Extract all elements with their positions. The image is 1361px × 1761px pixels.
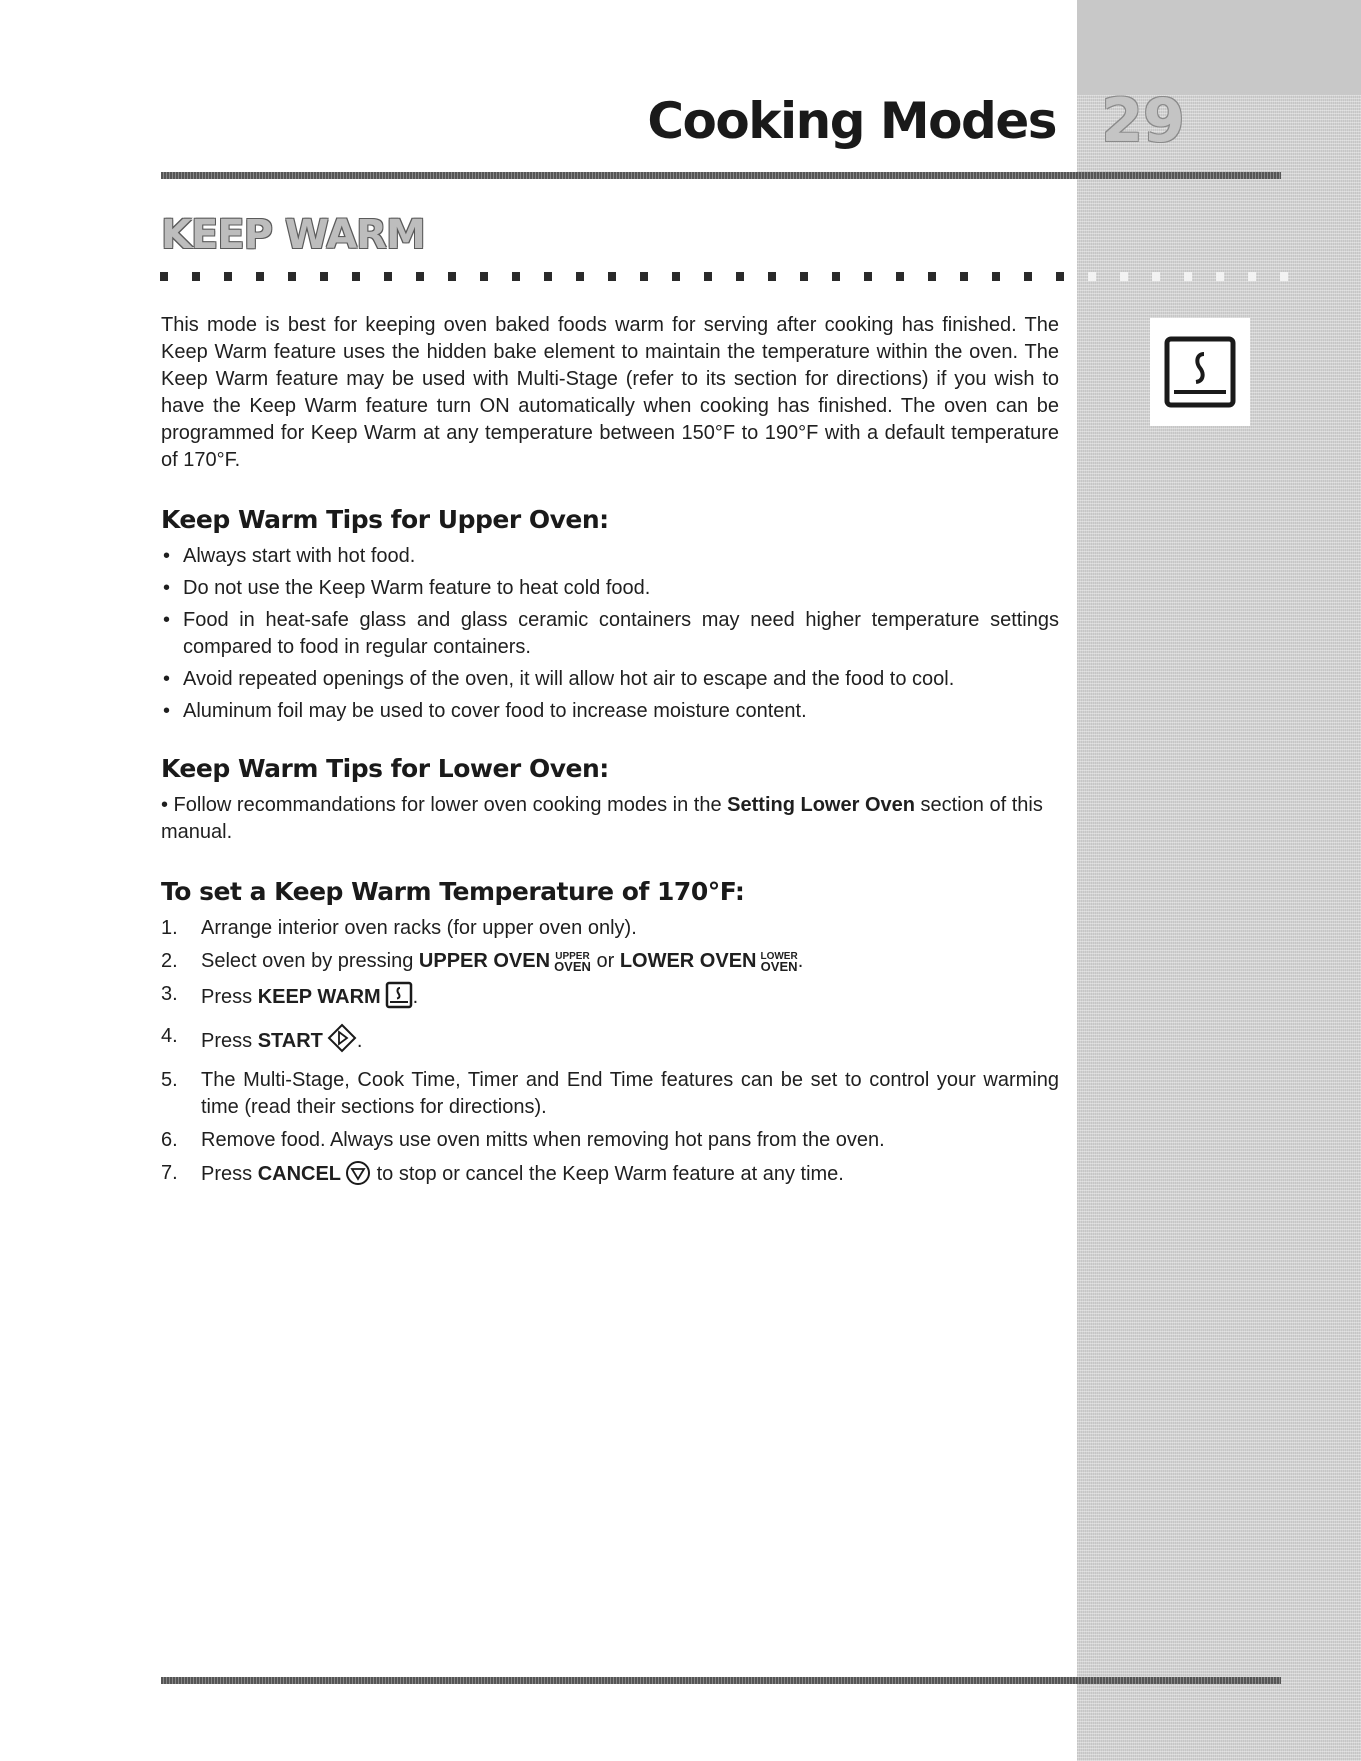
step-number: 3. xyxy=(161,983,178,1005)
bullet: • xyxy=(163,609,171,631)
step-text: The Multi-Stage, Cook Time, Timer and End Time features can be set to control your warming time (read their sections for directions). xyxy=(201,1069,1059,1118)
cancel-key-label: CANCEL xyxy=(257,1163,342,1185)
lower-oven-tip xyxy=(161,792,1059,846)
page-title: Cooking Modes xyxy=(647,92,1056,150)
tip-text: • Follow recommandations for lower oven cooking modes in the xyxy=(161,794,728,816)
steps-list xyxy=(161,915,1059,1194)
tip-text: Aluminum foil may be used to cover food to increase moisture content. xyxy=(183,700,807,722)
keep-warm-icon-panel xyxy=(1150,318,1250,426)
upper-oven-key-label: UPPER OVEN xyxy=(418,950,551,972)
step-text: Select oven by pressing xyxy=(201,950,419,972)
step-number: 5. xyxy=(161,1069,178,1091)
main-content xyxy=(161,312,1059,1200)
step-7: 7. Press CANCEL to stop or cancel the Keep Warm feature at any time. xyxy=(161,1160,1059,1194)
tip-text: Food in heat-safe glass and glass ceramic containers may need higher temperature settings compared to food in regular containers. xyxy=(183,609,1059,658)
keep-warm-key-label: KEEP WARM xyxy=(257,986,381,1008)
lower-oven-key-label: LOWER OVEN xyxy=(619,950,757,972)
sidebar-top-strip xyxy=(1077,0,1361,95)
step-6 xyxy=(161,1127,1059,1154)
section-reference: Setting Lower Oven xyxy=(727,794,915,816)
step-5 xyxy=(161,1067,1059,1121)
step-3: 3. Press KEEP WARM . xyxy=(161,981,1059,1017)
header-rule xyxy=(161,172,1281,179)
upper-oven-key-icon: UPPER OVEN xyxy=(554,951,591,974)
step-text: Press xyxy=(201,1030,258,1052)
step-text: Arrange interior oven racks (for upper oven only). xyxy=(201,917,637,939)
tip-text: Do not use the Keep Warm feature to heat cold food. xyxy=(183,577,651,599)
bullet: • xyxy=(163,668,171,690)
footer-rule xyxy=(161,1677,1281,1684)
lower-oven-tips-heading: Keep Warm Tips for Lower Oven: xyxy=(161,754,609,783)
cancel-icon xyxy=(345,1160,371,1194)
start-icon xyxy=(327,1023,357,1061)
step-number: 2. xyxy=(161,950,178,972)
step-4: 4. Press START . xyxy=(161,1023,1059,1061)
bullet: • xyxy=(163,700,171,722)
list-item xyxy=(161,666,1059,693)
page-number: 29 xyxy=(1101,86,1185,156)
step-text: Press xyxy=(201,986,258,1008)
keep-warm-icon xyxy=(385,981,413,1017)
step-number: 1. xyxy=(161,917,178,939)
step-text: or xyxy=(590,950,620,972)
step-text: Remove food. Always use oven mitts when removing hot pans from the oven. xyxy=(201,1129,885,1151)
keep-warm-icon xyxy=(1164,336,1236,408)
step-number: 6. xyxy=(161,1129,178,1151)
step-number: 7. xyxy=(161,1162,178,1184)
sidebar-gray-band xyxy=(1077,0,1361,1761)
upper-oven-tips-heading: Keep Warm Tips for Upper Oven: xyxy=(161,505,609,534)
list-item xyxy=(161,607,1059,661)
section-title: KEEP WARM xyxy=(161,212,425,258)
intro-paragraph: This mode is best for keeping oven baked foods warm for serving after cooking has finished. The Keep Warm feature uses the hidden bake element to maintain the temperature within the oven. The Keep Warm feature may be used with Multi-Stage (refer to its section for directions) if you wish to have the Keep Warm feature turn ON automatically when cooking has finished. The oven can be programmed for Keep Warm at any temperature between 150°F to 190°F with a default temperature of 170°F. xyxy=(161,314,1059,471)
dotted-divider-light xyxy=(1088,272,1288,281)
tip-text: Always start with hot food. xyxy=(183,545,416,567)
tip-text: Avoid repeated openings of the oven, it will allow hot air to escape and the food to cool. xyxy=(183,668,955,690)
steps-heading: To set a Keep Warm Temperature of 170°F: xyxy=(161,877,745,906)
lower-oven-key-icon: LOWER OVEN xyxy=(760,951,798,974)
list-item xyxy=(161,543,1059,570)
step-2: 2. Select oven by pressing UPPER OVEN UPPER OVEN or LOWER OVEN LOWER OVEN. xyxy=(161,950,804,974)
list-item xyxy=(161,575,1059,602)
step-1 xyxy=(161,915,1059,942)
bullet: • xyxy=(163,577,171,599)
tip-text: section of this manual. xyxy=(161,794,1043,843)
start-key-label: START xyxy=(257,1030,323,1052)
bullet: • xyxy=(163,545,171,567)
upper-oven-tips-list xyxy=(161,543,1059,725)
step-number: 4. xyxy=(161,1025,178,1047)
step-text: Press xyxy=(201,1163,258,1185)
list-item xyxy=(161,698,1059,725)
